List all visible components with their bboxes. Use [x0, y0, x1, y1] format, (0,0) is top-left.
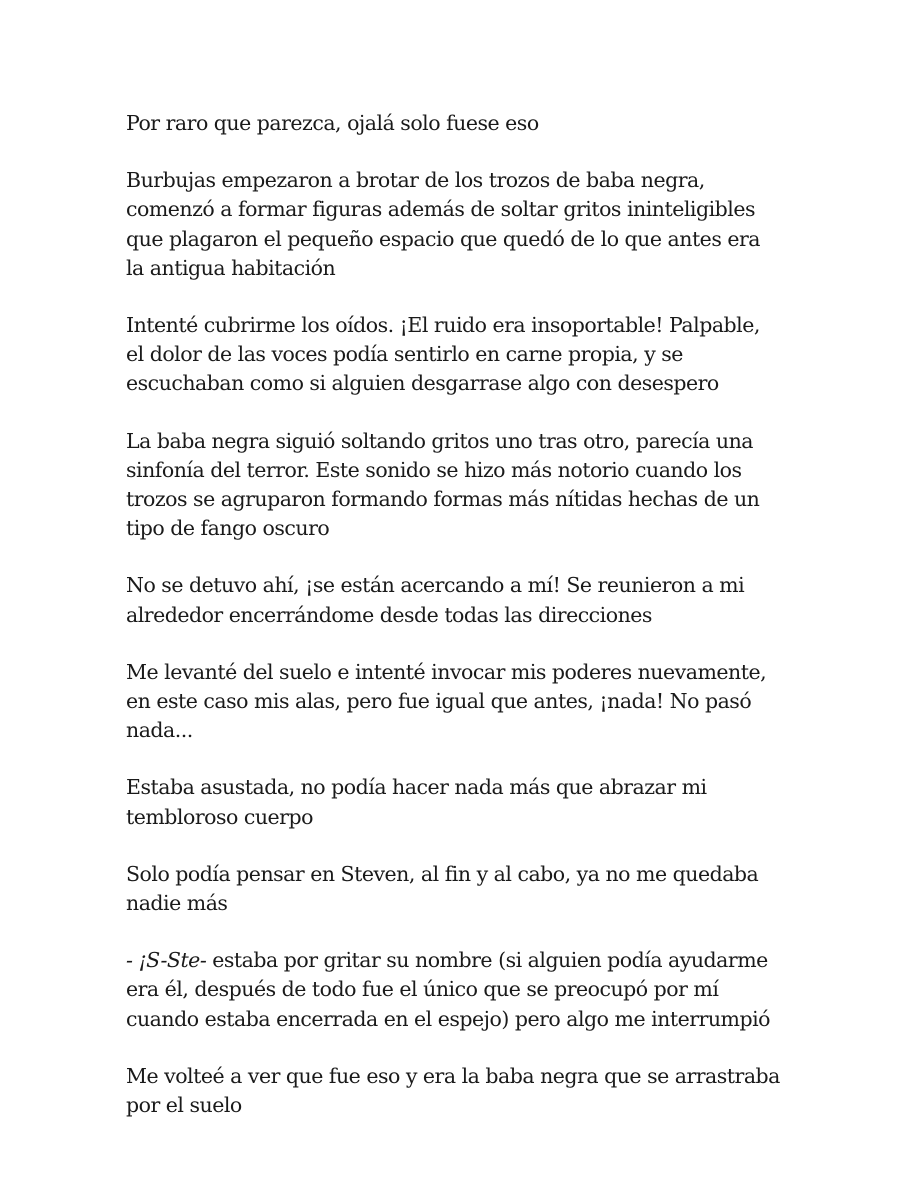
paragraph-9-dialogue — [126, 946, 806, 1034]
paragraph-4 — [126, 427, 806, 544]
text-line: el dolor de las voces podía sentirlo en carne propia, y se — [126, 342, 683, 367]
paragraph-6 — [126, 658, 806, 746]
text-line: tipo de fango oscuro — [126, 516, 330, 541]
text-line: trozos se agruparon formando formas más nítidas hechas de un — [126, 487, 760, 512]
paragraph-8 — [126, 860, 806, 918]
paragraph-2 — [126, 166, 806, 283]
text-line: nadie más — [126, 891, 228, 916]
text-line: No se detuvo ahí, ¡se están acercando a mí! Se reunieron a mi — [126, 573, 745, 598]
text-line: la antigua habitación — [126, 255, 336, 280]
text-line: La baba negra siguió soltando gritos uno tras otro, parecía una — [126, 428, 754, 453]
paragraph-1 — [126, 109, 806, 138]
paragraph-7 — [126, 773, 806, 831]
text-line: cuando estaba encerrada en el espejo) pero algo me interrumpió — [126, 1006, 771, 1031]
dialogue-italic: - ¡S-Ste- — [126, 948, 207, 973]
text-line: era él, después de todo fue el único que se preocupó por mí — [126, 977, 719, 1002]
text-line: Me volteé a ver que fue eso y era la baba negra que se arrastraba — [126, 1063, 780, 1088]
text-line: Burbujas empezaron a brotar de los trozos de baba negra, — [126, 168, 705, 193]
text-line: por el suelo — [126, 1093, 242, 1118]
document-body — [126, 109, 806, 1148]
text-line: comenzó a formar figuras además de soltar gritos ininteligibles — [126, 197, 755, 222]
dialogue-rest: estaba por gritar su nombre (si alguien podía ayudarme — [206, 948, 768, 973]
paragraph-10 — [126, 1062, 806, 1120]
text-line: Me levanté del suelo e intenté invocar mis poderes nuevamente, — [126, 659, 767, 684]
text-line: Intenté cubrirme los oídos. ¡El ruido era insoportable! Palpable, — [126, 313, 760, 338]
text-line: sinfonía del terror. Este sonido se hizo más notorio cuando los — [126, 457, 742, 482]
text-line — [126, 946, 806, 975]
text-line: Estaba asustada, no podía hacer nada más que abrazar mi — [126, 775, 707, 800]
text-line: que plagaron el pequeño espacio que quedó de lo que antes era — [126, 226, 761, 251]
text-line: escuchaban como si alguien desgarrase algo con desespero — [126, 371, 719, 396]
paragraph-3 — [126, 311, 806, 399]
text-line: tembloroso cuerpo — [126, 804, 313, 829]
text-line: en este caso mis alas, pero fue igual que antes, ¡nada! No pasó — [126, 689, 752, 714]
text-line: Por raro que parezca, ojalá solo fuese eso — [126, 111, 539, 135]
paragraph-5 — [126, 571, 806, 629]
text-line: nada... — [126, 718, 193, 743]
text-line: Solo podía pensar en Steven, al fin y al cabo, ya no me quedaba — [126, 861, 759, 886]
text-line: alrededor encerrándome desde todas las direcciones — [126, 602, 652, 627]
